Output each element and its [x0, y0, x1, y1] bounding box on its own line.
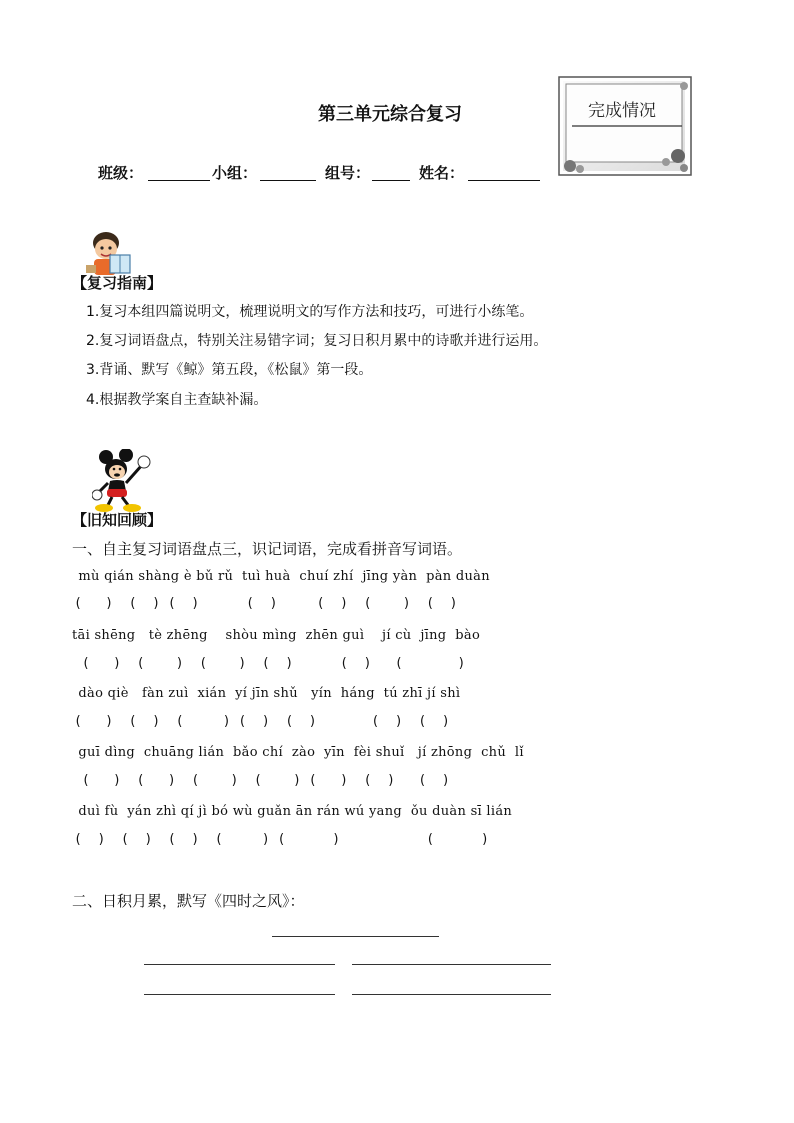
guide-heading: 【复习指南】 — [72, 274, 163, 292]
mickey-illustration — [82, 430, 158, 517]
pinyin-row-3: dào qiè fàn zuì xián yí jīn shǔ yín háng tú zhī jí shì — [74, 686, 461, 701]
name-label: 姓名： — [419, 164, 465, 182]
pinyin-row-4: guī dìng chuāng lián bǎo chí zào yīn fèi shuǐ jí zhōng chǔ lǐ — [74, 745, 524, 760]
answer-row-5[interactable]: ( ) ( ) ( ) ( ) ( ) ( ) — [74, 832, 489, 847]
group-label: 小组： — [212, 164, 258, 182]
part1-title: 一、自主复习词语盘点三，识记词语，完成看拼音写词语。 — [72, 540, 463, 558]
pinyin-row-2: tāi shēng tè zhēng shòu mìng zhēn guì jí cù jīng bào — [72, 628, 481, 643]
group-blank[interactable] — [260, 180, 316, 181]
guide-item-2: 2.复习词语盘点，特别关注易错字词；复习日积月累中的诗歌并进行运用。 — [86, 333, 548, 349]
answer-row-4[interactable]: ( ) ( ) ( ) ( ) ( ) ( ) ( ) — [74, 773, 450, 788]
pinyin-row-1: mù qián shàng è bǔ rǔ tuì huà chuí zhí jīng yàn pàn duàn — [74, 569, 490, 584]
answer-row-3[interactable]: ( ) ( ) ( ) ( ) ( ) ( ) ( ) — [74, 714, 450, 729]
status-frame-graphic — [558, 76, 692, 176]
pinyin-row-5: duì fù yán zhì qí jì bó wù guǎn ān rán wú yang ǒu duàn sī lián — [74, 804, 513, 819]
name-blank[interactable] — [468, 180, 540, 181]
poem-line-4[interactable] — [352, 994, 551, 995]
team-label: 组号： — [325, 164, 371, 182]
class-label: 班级： — [98, 164, 144, 182]
poem-line-1[interactable] — [144, 964, 335, 965]
guide-item-4: 4.根据教学案自主查缺补漏。 — [86, 392, 268, 408]
completion-status-box — [558, 76, 692, 176]
poem-line-2[interactable] — [352, 964, 551, 965]
page-title: 第三单元综合复习 — [318, 104, 462, 125]
guide-item-3: 3.背诵、默写《鲸》第五段，《松鼠》第一段。 — [86, 362, 373, 378]
answer-row-1[interactable]: ( ) ( ) ( ) ( ) ( ) ( ) ( ) — [74, 596, 458, 611]
part2-title: 二、日积月累，默写《四时之风》： — [72, 892, 305, 910]
poem-title-line[interactable] — [272, 936, 439, 937]
class-blank[interactable] — [148, 180, 210, 181]
answer-row-2[interactable]: ( ) ( ) ( ) ( ) ( ) ( ) — [74, 656, 466, 671]
guide-item-1: 1.复习本组四篇说明文，梳理说明文的写作方法和技巧，可进行小练笔。 — [86, 304, 534, 320]
review-heading: 【旧知回顾】 — [72, 511, 163, 529]
poem-line-3[interactable] — [144, 994, 335, 995]
status-label: 完成情况 — [588, 101, 656, 121]
team-blank[interactable] — [372, 180, 410, 181]
